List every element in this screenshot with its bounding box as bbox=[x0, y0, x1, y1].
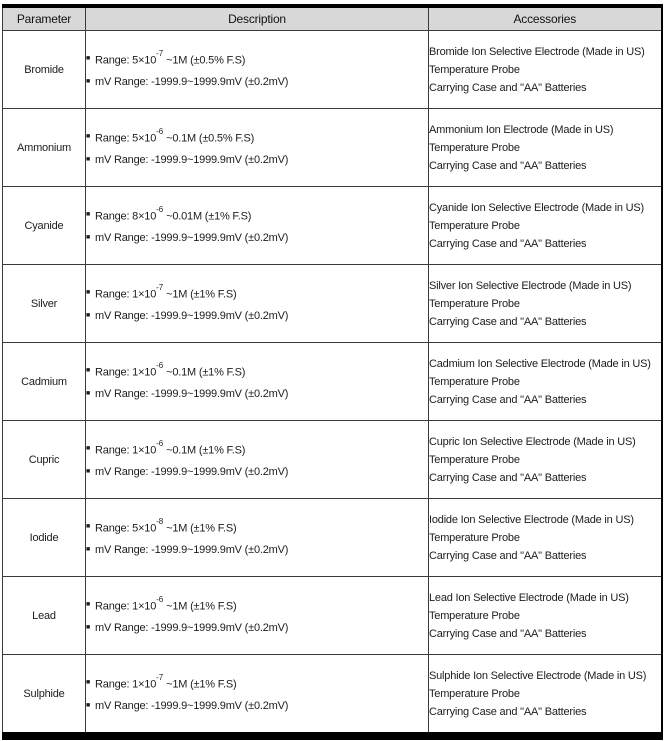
range-rest: ~0.1M (±0.5% F.S) bbox=[163, 132, 255, 145]
bullet-square-icon: ■ bbox=[86, 678, 91, 686]
range-rest: ~0.1M (±1% F.S) bbox=[163, 366, 246, 379]
column-header-description: Description bbox=[86, 6, 429, 31]
range-text bbox=[95, 514, 236, 540]
description-cell bbox=[86, 655, 429, 737]
accessory-carrying-case: Carrying Case and "AA" Batteries bbox=[429, 237, 587, 250]
range-base: Range: 1×10 bbox=[95, 366, 157, 379]
bullet-square-icon: ■ bbox=[86, 467, 91, 475]
range-base: Range: 5×10 bbox=[95, 132, 157, 145]
accessories-cell bbox=[429, 265, 662, 343]
mv-range-line bbox=[86, 462, 428, 483]
description-cell bbox=[86, 265, 429, 343]
mv-range-text: mV Range: -1999.9~1999.9mV (±0.2mV) bbox=[95, 621, 289, 634]
accessories-cell bbox=[429, 187, 662, 265]
accessories-cell bbox=[429, 31, 662, 109]
accessory-carrying-case: Carrying Case and "AA" Batteries bbox=[429, 393, 587, 406]
bullet-square-icon: ■ bbox=[86, 545, 91, 553]
range-text bbox=[95, 592, 236, 618]
bullet-square-icon: ■ bbox=[86, 54, 91, 62]
accessories-cell bbox=[429, 109, 662, 187]
mv-range-text: mV Range: -1999.9~1999.9mV (±0.2mV) bbox=[95, 465, 289, 478]
range-rest: ~1M (±1% F.S) bbox=[163, 600, 237, 613]
accessory-temperature-probe: Temperature Probe bbox=[429, 141, 520, 154]
accessory-carrying-case: Carrying Case and "AA" Batteries bbox=[429, 315, 587, 328]
range-text bbox=[95, 202, 251, 228]
parameter-cell: Cyanide bbox=[3, 187, 86, 265]
description-cell bbox=[86, 343, 429, 421]
table-row bbox=[3, 655, 662, 737]
description-cell bbox=[86, 577, 429, 655]
range-line bbox=[86, 592, 428, 618]
range-text bbox=[95, 124, 254, 150]
range-text bbox=[95, 280, 236, 306]
accessory-electrode: Lead Ion Selective Electrode (Made in US) bbox=[429, 591, 629, 604]
accessories-cell bbox=[429, 577, 662, 655]
parameter-cell: Cadmium bbox=[3, 343, 86, 421]
bullet-square-icon: ■ bbox=[86, 132, 91, 140]
table-row bbox=[3, 187, 662, 265]
accessory-electrode: Bromide Ion Selective Electrode (Made in US) bbox=[429, 45, 645, 58]
range-line bbox=[86, 670, 428, 696]
description-cell bbox=[86, 109, 429, 187]
mv-range-line bbox=[86, 384, 428, 405]
bullet-square-icon: ■ bbox=[86, 389, 91, 397]
accessory-temperature-probe: Temperature Probe bbox=[429, 609, 520, 622]
accessory-temperature-probe: Temperature Probe bbox=[429, 687, 520, 700]
range-text bbox=[95, 436, 245, 462]
range-base: Range: 1×10 bbox=[95, 444, 157, 457]
range-exponent: -7 bbox=[156, 672, 164, 682]
range-base: Range: 8×10 bbox=[95, 210, 157, 223]
mv-range-text: mV Range: -1999.9~1999.9mV (±0.2mV) bbox=[95, 543, 289, 556]
mv-range-line bbox=[86, 228, 428, 249]
mv-range-line bbox=[86, 618, 428, 639]
accessory-electrode: Iodide Ion Selective Electrode (Made in US) bbox=[429, 513, 634, 526]
accessory-electrode: Cadmium Ion Selective Electrode (Made in US) bbox=[429, 357, 651, 370]
mv-range-text: mV Range: -1999.9~1999.9mV (±0.2mV) bbox=[95, 75, 289, 88]
bullet-square-icon: ■ bbox=[86, 701, 91, 709]
range-exponent: -6 bbox=[156, 438, 164, 448]
accessory-temperature-probe: Temperature Probe bbox=[429, 219, 520, 232]
range-rest: ~0.1M (±1% F.S) bbox=[163, 444, 246, 457]
mv-range-text: mV Range: -1999.9~1999.9mV (±0.2mV) bbox=[95, 309, 289, 322]
accessory-electrode: Silver Ion Selective Electrode (Made in US) bbox=[429, 279, 632, 292]
accessories-cell bbox=[429, 343, 662, 421]
range-base: Range: 5×10 bbox=[95, 54, 157, 67]
range-text bbox=[95, 670, 236, 696]
parameter-cell: Bromide bbox=[3, 31, 86, 109]
accessory-carrying-case: Carrying Case and "AA" Batteries bbox=[429, 81, 587, 94]
range-text bbox=[95, 46, 245, 72]
column-header-accessories: Accessories bbox=[429, 6, 662, 31]
bullet-square-icon: ■ bbox=[86, 210, 91, 218]
accessory-temperature-probe: Temperature Probe bbox=[429, 375, 520, 388]
range-exponent: -7 bbox=[156, 282, 164, 292]
bullet-square-icon: ■ bbox=[86, 233, 91, 241]
range-line bbox=[86, 358, 428, 384]
range-base: Range: 1×10 bbox=[95, 288, 157, 301]
accessory-electrode: Cupric Ion Selective Electrode (Made in US) bbox=[429, 435, 636, 448]
description-cell bbox=[86, 421, 429, 499]
table-row bbox=[3, 421, 662, 499]
accessories-cell bbox=[429, 421, 662, 499]
range-line bbox=[86, 202, 428, 228]
range-rest: ~1M (±1% F.S) bbox=[163, 678, 237, 691]
parameter-cell: Sulphide bbox=[3, 655, 86, 737]
parameter-cell: Lead bbox=[3, 577, 86, 655]
bullet-square-icon: ■ bbox=[86, 366, 91, 374]
accessory-temperature-probe: Temperature Probe bbox=[429, 531, 520, 544]
accessory-electrode: Cyanide Ion Selective Electrode (Made in US) bbox=[429, 201, 644, 214]
table-row bbox=[3, 31, 662, 109]
bullet-square-icon: ■ bbox=[86, 444, 91, 452]
accessory-carrying-case: Carrying Case and "AA" Batteries bbox=[429, 627, 587, 640]
table-row bbox=[3, 577, 662, 655]
range-base: Range: 1×10 bbox=[95, 600, 157, 613]
description-cell bbox=[86, 499, 429, 577]
ion-electrode-spec-table bbox=[2, 4, 663, 740]
accessory-carrying-case: Carrying Case and "AA" Batteries bbox=[429, 705, 587, 718]
bullet-square-icon: ■ bbox=[86, 623, 91, 631]
range-exponent: -6 bbox=[156, 594, 164, 604]
table-row bbox=[3, 343, 662, 421]
accessory-carrying-case: Carrying Case and "AA" Batteries bbox=[429, 549, 587, 562]
range-line bbox=[86, 514, 428, 540]
parameter-cell: Cupric bbox=[3, 421, 86, 499]
accessory-temperature-probe: Temperature Probe bbox=[429, 453, 520, 466]
range-exponent: -6 bbox=[156, 126, 164, 136]
bullet-square-icon: ■ bbox=[86, 77, 91, 85]
accessories-cell bbox=[429, 499, 662, 577]
parameter-cell: Silver bbox=[3, 265, 86, 343]
mv-range-line bbox=[86, 540, 428, 561]
range-rest: ~1M (±1% F.S) bbox=[163, 288, 237, 301]
table-row bbox=[3, 499, 662, 577]
range-line bbox=[86, 436, 428, 462]
mv-range-line bbox=[86, 306, 428, 327]
column-header-parameter: Parameter bbox=[3, 6, 86, 31]
accessories-cell bbox=[429, 655, 662, 737]
mv-range-line bbox=[86, 72, 428, 93]
parameter-cell: Ammonium bbox=[3, 109, 86, 187]
bullet-square-icon: ■ bbox=[86, 600, 91, 608]
bullet-square-icon: ■ bbox=[86, 522, 91, 530]
accessory-carrying-case: Carrying Case and "AA" Batteries bbox=[429, 471, 587, 484]
accessory-electrode: Sulphide Ion Selective Electrode (Made in US) bbox=[429, 669, 647, 682]
accessory-temperature-probe: Temperature Probe bbox=[429, 63, 520, 76]
bullet-square-icon: ■ bbox=[86, 311, 91, 319]
range-rest: ~1M (±0.5% F.S) bbox=[163, 54, 246, 67]
range-exponent: -6 bbox=[156, 204, 164, 214]
mv-range-line bbox=[86, 696, 428, 717]
accessory-electrode: Ammonium Ion Electrode (Made in US) bbox=[429, 123, 614, 136]
mv-range-text: mV Range: -1999.9~1999.9mV (±0.2mV) bbox=[95, 153, 289, 166]
bullet-square-icon: ■ bbox=[86, 288, 91, 296]
range-base: Range: 1×10 bbox=[95, 678, 157, 691]
range-base: Range: 5×10 bbox=[95, 522, 157, 535]
range-exponent: -7 bbox=[156, 48, 164, 58]
range-exponent: -6 bbox=[156, 360, 164, 370]
range-rest: ~1M (±1% F.S) bbox=[163, 522, 237, 535]
table-row bbox=[3, 265, 662, 343]
accessory-temperature-probe: Temperature Probe bbox=[429, 297, 520, 310]
mv-range-line bbox=[86, 150, 428, 171]
mv-range-text: mV Range: -1999.9~1999.9mV (±0.2mV) bbox=[95, 231, 289, 244]
range-rest: ~0.01M (±1% F.S) bbox=[163, 210, 252, 223]
bullet-square-icon: ■ bbox=[86, 155, 91, 163]
range-line bbox=[86, 280, 428, 306]
table-header-row bbox=[3, 6, 662, 31]
description-cell bbox=[86, 187, 429, 265]
description-cell bbox=[86, 31, 429, 109]
range-exponent: -8 bbox=[156, 516, 164, 526]
accessory-carrying-case: Carrying Case and "AA" Batteries bbox=[429, 159, 587, 172]
range-text bbox=[95, 358, 245, 384]
mv-range-text: mV Range: -1999.9~1999.9mV (±0.2mV) bbox=[95, 699, 289, 712]
range-line bbox=[86, 46, 428, 72]
range-line bbox=[86, 124, 428, 150]
parameter-cell: Iodide bbox=[3, 499, 86, 577]
table-row bbox=[3, 109, 662, 187]
mv-range-text: mV Range: -1999.9~1999.9mV (±0.2mV) bbox=[95, 387, 289, 400]
